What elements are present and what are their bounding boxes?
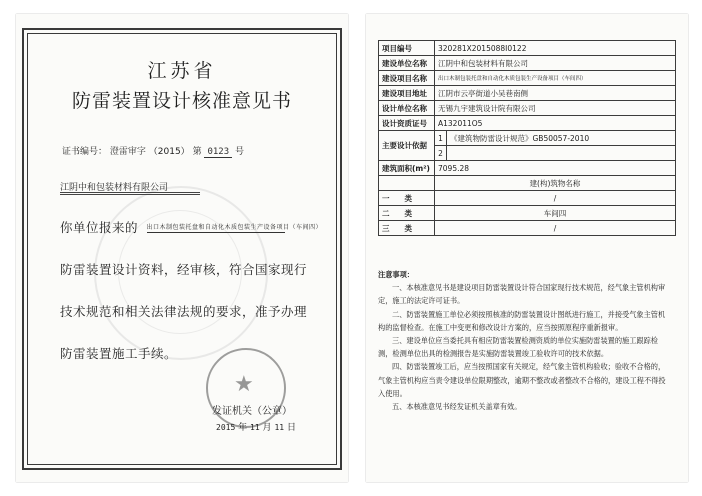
info-page: [366, 14, 688, 482]
body-line-3: 防雷装置施工手续。: [60, 346, 178, 361]
cert-number-suffix: 号: [235, 147, 245, 157]
project-address: 江阴市云亭街道小吴巷南侧: [435, 86, 676, 101]
date-year: 2015: [216, 423, 236, 432]
document-title: 防雷装置设计核准意见书: [71, 90, 292, 112]
project-number: 320281X2015088I0122: [435, 41, 676, 56]
table-row: 设计资质证号 A132011O5: [379, 116, 676, 131]
lead-text: 你单位报来的: [60, 220, 139, 235]
lead-line: [60, 218, 323, 236]
table-row: 一 类 /: [379, 191, 676, 206]
project-info-table: [378, 40, 676, 236]
table-row: 建设项目名称 出口木制包装托盘和自动化木质包装生产设备项目（车间四）: [379, 71, 676, 86]
project-name: 出口木制包装托盘和自动化木质包装生产设备项目（车间四）: [435, 71, 676, 86]
table-row: 建设项目地址 江阴市云亭街道小吴巷南侧: [379, 86, 676, 101]
category-1-value: /: [435, 191, 676, 206]
body-line-1: 防雷装置设计资料，经审核，符合国家现行: [60, 262, 308, 277]
table-row: 三 类 /: [379, 221, 676, 236]
note-3: 三、建设单位应当委托具有相应防雷装置检测资质的单位实施防雷装置的施工跟踪检测，检测单位出具的检测报告是实施防雷装置竣工验收许可的技术依据。: [378, 336, 658, 359]
category-2-value: 车间四: [435, 206, 676, 221]
certificate-page: [16, 14, 348, 482]
body-line-2: 技术规范和相关法律法规的要求，准予办理: [60, 304, 308, 319]
province-title: 江苏省: [147, 60, 217, 82]
table-row: 设计单位名称 无锡九宇建筑设计院有限公司: [379, 101, 676, 116]
table-row: 项目编号 320281X2015088I0122: [379, 41, 676, 56]
project-fill-text: 出口木制包装托盘和自动化木质包装生产设备项目（车间四）: [146, 224, 323, 232]
applicant-name: 江阴中和包装材料有限公司: [60, 180, 200, 195]
notes-heading: 注意事项：: [378, 270, 414, 279]
cert-number-mark: 第: [192, 147, 202, 157]
notes-section: [378, 268, 672, 413]
cert-number-year: （2015）: [148, 147, 190, 157]
date-day: 11: [274, 423, 285, 432]
note-5: 五、本核准意见书经发证机关盖章有效。: [392, 402, 522, 412]
building-area: 7095.28: [435, 161, 676, 176]
table-row: 2: [379, 146, 676, 161]
category-3-value: /: [435, 221, 676, 236]
table-row: [379, 176, 676, 191]
cert-number-handwritten: 澄雷审字: [109, 147, 146, 157]
table-row: 建筑面积(m²) 7095.28: [379, 161, 676, 176]
category-header: 建(构)筑物名称: [435, 176, 676, 191]
design-qualification: A132011O5: [435, 116, 676, 131]
build-unit: 江阴中和包装材料有限公司: [435, 56, 676, 71]
date-month: 11: [250, 423, 260, 432]
design-basis-2: [447, 146, 676, 161]
issue-date: 2015 年 11 月 11 日: [216, 423, 296, 433]
design-basis-1: 《建筑物防雷设计规范》GB50057-2010: [447, 131, 676, 146]
issuer-label: 发证机关（公章）: [212, 406, 292, 417]
design-unit: 无锡九宇建筑设计院有限公司: [435, 101, 676, 116]
certificate-number-line: [62, 144, 244, 157]
table-row: 二 类 车间四: [379, 206, 676, 221]
note-1: 一、本核准意见书是建设项目防雷装置设计符合国家现行技术规范，经气象主管机构审定，施工的法定许可证书。: [378, 283, 666, 306]
note-4: 四、防雷装置竣工后，应当按照国家有关规定，经气象主管机构验收；验收不合格的，气象主管机构应当责令建设单位限期整改，逾期不整改或者整改不合格的，建设工程不得投入使用。: [378, 362, 666, 398]
cert-number-label: 证书编号：: [62, 147, 108, 157]
note-2: 二、防雷装置施工单位必须按照核准的防雷装置设计图纸进行施工，并接受气象主管机构的监督检查。在施工中变更和修改设计方案的，应当按照原程序重新报审。: [378, 309, 666, 332]
table-row: 建设单位名称 江阴中和包装材料有限公司: [379, 56, 676, 71]
seal-star-icon: ★: [234, 372, 254, 397]
cert-number-value: 0123: [204, 147, 232, 158]
table-row: 主要设计依据 1 《建筑物防雷设计规范》GB50057-2010: [379, 131, 676, 146]
